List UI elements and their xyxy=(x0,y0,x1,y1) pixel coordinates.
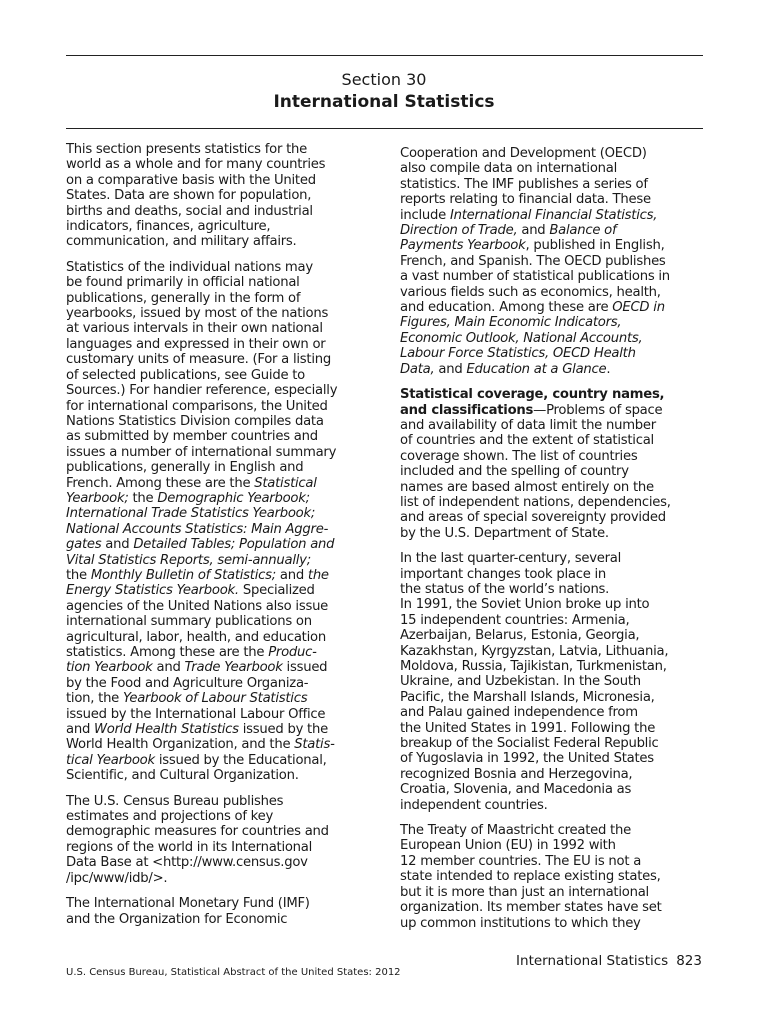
text-line: of Yugoslavia in 1992, the United States xyxy=(400,751,654,767)
publication-title: Labour Force Statistics, OECD Health xyxy=(400,346,636,362)
text-line: agencies of the United Nations also issue xyxy=(66,598,329,614)
section-label: Section 30 xyxy=(341,70,427,89)
text-line: Kazakhstan, Kyrgyzstan, Latvia, Lithuania, xyxy=(400,643,669,659)
text-line: and availability of data limit the number xyxy=(400,417,656,433)
text-run: Specialized xyxy=(238,583,315,599)
text-line xyxy=(66,691,366,706)
text-line xyxy=(66,737,366,752)
text-run: and xyxy=(152,660,185,676)
publication-title: OECD in xyxy=(612,300,665,316)
text-run: and xyxy=(517,223,550,239)
text-line: This section presents statistics for the xyxy=(66,142,307,157)
text-run: statistics. Among these are the xyxy=(66,645,269,660)
publication-title: Education at a Glance xyxy=(466,361,607,377)
publication-title: Detailed Tables; Population and xyxy=(133,537,335,553)
paragraph-imf xyxy=(66,896,366,927)
text-line: for international comparisons, the United xyxy=(66,398,328,414)
publication-title: the xyxy=(307,567,329,583)
publication-title: Statis- xyxy=(294,737,335,753)
text-run: and xyxy=(275,567,308,583)
title-rule xyxy=(66,128,703,129)
text-line: statistics. The IMF publishes a series of xyxy=(400,176,648,192)
text-line: names are based almost entirely on the xyxy=(400,479,654,495)
text-line: /ipc/www/idb/>. xyxy=(66,870,168,886)
text-run: issued by the Educational, xyxy=(154,752,327,768)
text-line xyxy=(66,722,366,737)
text-line: issued by the International Labour Office xyxy=(66,706,326,722)
publication-title: Yearbook of Labour Statistics xyxy=(122,691,308,707)
text-line xyxy=(66,476,366,491)
text-line xyxy=(66,491,366,506)
source-citation: U.S. Census Bureau, Statistical Abstract of the United States: 2012 xyxy=(66,967,401,978)
text-line: Cooperation and Development (OECD) xyxy=(400,146,647,161)
text-line xyxy=(400,315,700,330)
paragraph-statistical-coverage xyxy=(400,387,700,541)
publication-title: Figures, Main Economic Indicators, xyxy=(400,315,622,331)
text-run: include xyxy=(400,207,450,223)
publication-title: tion Yearbook xyxy=(66,660,153,676)
text-line xyxy=(400,346,700,361)
page-number: 823 xyxy=(676,953,702,969)
text-line: international summary publications on xyxy=(66,614,312,630)
text-line xyxy=(400,331,700,346)
text-line: 12 member countries. The EU is not a xyxy=(400,853,642,869)
text-line: Moldova, Russia, Tajikistan, Turkmenistan, xyxy=(400,659,667,674)
publication-title: Economic Outlook, National Accounts, xyxy=(400,330,643,346)
publication-title: International Financial Statistics, xyxy=(449,207,658,223)
text-run: the xyxy=(66,567,91,583)
text-line: Azerbaijan, Belarus, Estonia, Georgia, xyxy=(400,628,640,644)
text-line: In the last quarter-century, several xyxy=(400,551,622,567)
publication-title: Direction of Trade, xyxy=(400,223,518,239)
run-in-heading: and classifications xyxy=(400,402,534,418)
text-line: Data Base at <http://www.census.gov xyxy=(66,855,308,871)
text-run: French. Among these are the xyxy=(66,475,255,491)
publication-title: Demographic Yearbook; xyxy=(157,490,310,506)
text-line: The Treaty of Maastricht created the xyxy=(400,823,631,839)
text-line: breakup of the Socialist Federal Republic xyxy=(400,736,659,752)
text-line: French, and Spanish. The OECD publishes xyxy=(400,253,666,269)
text-run: World Health Organization, and the xyxy=(66,737,295,753)
text-line: regions of the world in its International xyxy=(66,839,313,855)
publication-title: World Health Statistics xyxy=(94,722,239,738)
text-line: list of independent nations, dependencies, xyxy=(400,494,671,510)
text-run: and xyxy=(66,722,95,738)
text-line: as submitted by member countries and xyxy=(66,429,318,445)
text-line xyxy=(66,537,366,552)
text-line xyxy=(66,568,366,583)
text-line xyxy=(66,506,366,521)
text-line: up common institutions to which they xyxy=(400,915,641,931)
text-line: births and deaths, social and industrial xyxy=(66,203,313,219)
text-line: of countries and the extent of statistical xyxy=(400,433,654,449)
text-line: and the Organization for Economic xyxy=(66,911,288,927)
text-line xyxy=(400,208,700,223)
text-run: issued by the xyxy=(238,722,328,738)
publication-title: International Trade Statistics Yearbook; xyxy=(66,506,316,522)
text-line: coverage shown. The list of countries xyxy=(400,448,638,464)
publication-title: Trade Yearbook xyxy=(184,660,283,676)
text-line: Croatia, Slovenia, and Macedonia as xyxy=(400,782,632,798)
text-line: various fields such as economics, health, xyxy=(400,284,661,300)
publication-title: Vital Statistics Reports, semi-annually; xyxy=(66,552,311,568)
text-line: the United States in 1991. Following the xyxy=(400,720,656,736)
text-line: Pacific, the Marshall Islands, Micronesia, xyxy=(400,689,655,705)
text-line xyxy=(66,522,366,537)
text-line xyxy=(66,553,366,568)
text-run: and xyxy=(101,537,134,553)
text-line: yearbooks, issued by most of the nations xyxy=(66,306,329,322)
text-run: , published in English, xyxy=(525,238,665,254)
text-line xyxy=(400,238,700,253)
text-line: world as a whole and for many countries xyxy=(66,157,326,173)
text-line: be found primarily in official national xyxy=(66,275,300,291)
text-line: issues a number of international summary xyxy=(66,444,337,460)
text-line: a vast number of statistical publications in xyxy=(400,269,670,285)
publication-title: tical Yearbook xyxy=(66,752,155,768)
text-line: 15 independent countries: Armenia, xyxy=(400,612,630,628)
text-line xyxy=(66,753,366,768)
right-column xyxy=(400,146,700,941)
text-line: state intended to replace existing states, xyxy=(400,869,661,885)
text-line xyxy=(400,300,700,315)
text-line: estimates and projections of key xyxy=(66,809,274,825)
text-line: The U.S. Census Bureau publishes xyxy=(66,793,284,809)
text-run: tion, the xyxy=(66,691,123,707)
text-line xyxy=(66,660,366,675)
text-line: the status of the world’s nations. xyxy=(400,581,610,597)
text-line xyxy=(66,583,366,598)
text-line: States. Data are shown for population, xyxy=(66,188,312,204)
text-run: the xyxy=(128,490,158,506)
text-line: agricultural, labor, health, and education xyxy=(66,629,326,645)
text-line xyxy=(400,403,700,418)
text-line: important changes took place in xyxy=(400,566,607,582)
text-line: Ukraine, and Uzbekistan. In the South xyxy=(400,674,641,690)
paragraph-national-statistics xyxy=(66,260,366,784)
text-line: by the Food and Agriculture Organiza- xyxy=(66,675,309,691)
page-footer xyxy=(516,953,702,969)
text-line: Statistics of the individual nations may xyxy=(66,259,313,275)
publication-title: Energy Statistics Yearbook. xyxy=(66,583,239,599)
text-line: on a comparative basis with the United xyxy=(66,172,316,188)
text-line: independent countries. xyxy=(400,797,548,813)
text-line: publications, generally in the form of xyxy=(66,290,301,306)
publication-title: Monthly Bulletin of Statistics; xyxy=(90,567,276,583)
text-line: also compile data on international xyxy=(400,161,618,177)
text-line xyxy=(400,223,700,238)
text-line: Scientific, and Cultural Organization. xyxy=(66,768,299,784)
left-column xyxy=(66,142,366,937)
page-title: International Statistics xyxy=(273,92,495,112)
text-line: languages and expressed in their own or xyxy=(66,336,326,352)
publication-title: Payments Yearbook xyxy=(400,238,526,254)
paragraph-maastricht xyxy=(400,823,700,931)
paragraph-intro xyxy=(66,142,366,250)
text-line: recognized Bosnia and Herzegovina, xyxy=(400,766,633,782)
text-line: and areas of special sovereignty provided xyxy=(400,510,666,526)
text-line xyxy=(400,387,700,402)
text-line: Sources.) For handier reference, especially xyxy=(66,383,338,399)
text-line: organization. Its member states have set xyxy=(400,900,662,916)
publication-title: Data, xyxy=(400,361,435,377)
run-in-heading: Statistical coverage, country names, xyxy=(400,387,665,403)
publication-title: National Accounts Statistics: Main Aggre- xyxy=(66,521,329,537)
publication-title: Produc- xyxy=(268,645,317,660)
text-line: In 1991, the Soviet Union broke up into xyxy=(400,597,650,613)
paragraph-quarter-century xyxy=(400,551,700,813)
text-line: demographic measures for countries and xyxy=(66,824,329,840)
text-line xyxy=(400,362,700,377)
text-line: at various intervals in their own national xyxy=(66,321,323,337)
text-line: Nations Statistics Division compiles data xyxy=(66,413,324,429)
publication-title: Yearbook; xyxy=(66,490,129,506)
text-run: —Problems of space xyxy=(533,402,663,418)
text-line: communication, and military affairs. xyxy=(66,234,297,250)
publication-title: Balance of xyxy=(549,223,617,239)
text-run: and education. Among these are xyxy=(400,300,613,316)
paragraph-census-bureau xyxy=(66,794,366,886)
text-line: by the U.S. Department of State. xyxy=(400,525,609,541)
text-line: of selected publications, see Guide to xyxy=(66,367,305,383)
text-line: European Union (EU) in 1992 with xyxy=(400,838,616,854)
running-title: International Statistics xyxy=(516,953,669,969)
text-line: reports relating to financial data. These xyxy=(400,192,651,208)
top-rule xyxy=(66,55,703,56)
text-line: customary units of measure. (For a listing xyxy=(66,352,331,368)
text-line: included and the spelling of country xyxy=(400,464,629,480)
paragraph-oecd xyxy=(400,146,700,377)
text-run: issued xyxy=(282,660,328,676)
text-line: indicators, finances, agriculture, xyxy=(66,219,271,235)
text-run: and xyxy=(434,361,467,377)
text-line xyxy=(66,645,366,660)
publication-title: gates xyxy=(66,537,102,553)
text-line: but it is more than just an international xyxy=(400,884,649,900)
text-run: . xyxy=(606,361,611,377)
publication-title: Statistical xyxy=(254,475,317,491)
text-line: The International Monetary Fund (IMF) xyxy=(66,896,310,912)
text-line: and Palau gained independence from xyxy=(400,705,638,721)
text-line: publications, generally in English and xyxy=(66,460,304,476)
